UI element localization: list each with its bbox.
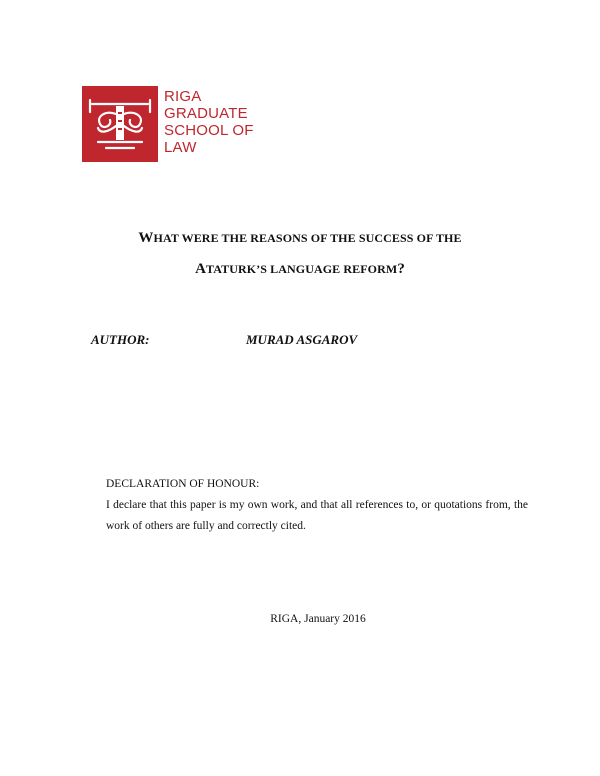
title-question-mark: ?	[397, 261, 405, 277]
declaration-of-honour	[106, 474, 528, 537]
logo-line: RIGA	[164, 88, 202, 105]
title-small-caps: TATURK’S LANGUAGE REFORM	[206, 262, 398, 276]
logo-line: SCHOOL OF	[164, 122, 254, 139]
paper-title-line-2	[0, 261, 600, 278]
declaration-text: I declare that this paper is my own work, and that all references to, or quotations from, the work of others are fully and correctly cited.	[106, 499, 528, 532]
logo-line: LAW	[164, 139, 197, 156]
title-small-caps: HAT WERE THE REASONS OF THE SUCCESS OF THE	[153, 231, 462, 245]
logo-block	[82, 86, 158, 162]
paper-title-line-1	[0, 230, 600, 247]
title-initial-cap: A	[195, 261, 207, 277]
rgsl-emblem-icon	[86, 92, 154, 156]
logo-wordmark	[164, 88, 254, 156]
author-name: MURAD ASGAROV	[246, 332, 358, 347]
place-and-date: RIGA, January 2016	[270, 613, 366, 625]
logo-line: GRADUATE	[164, 105, 248, 122]
declaration-heading: DECLARATION OF HONOUR:	[106, 478, 260, 490]
author-label: AUTHOR:	[91, 332, 150, 347]
title-initial-cap: W	[138, 230, 154, 246]
